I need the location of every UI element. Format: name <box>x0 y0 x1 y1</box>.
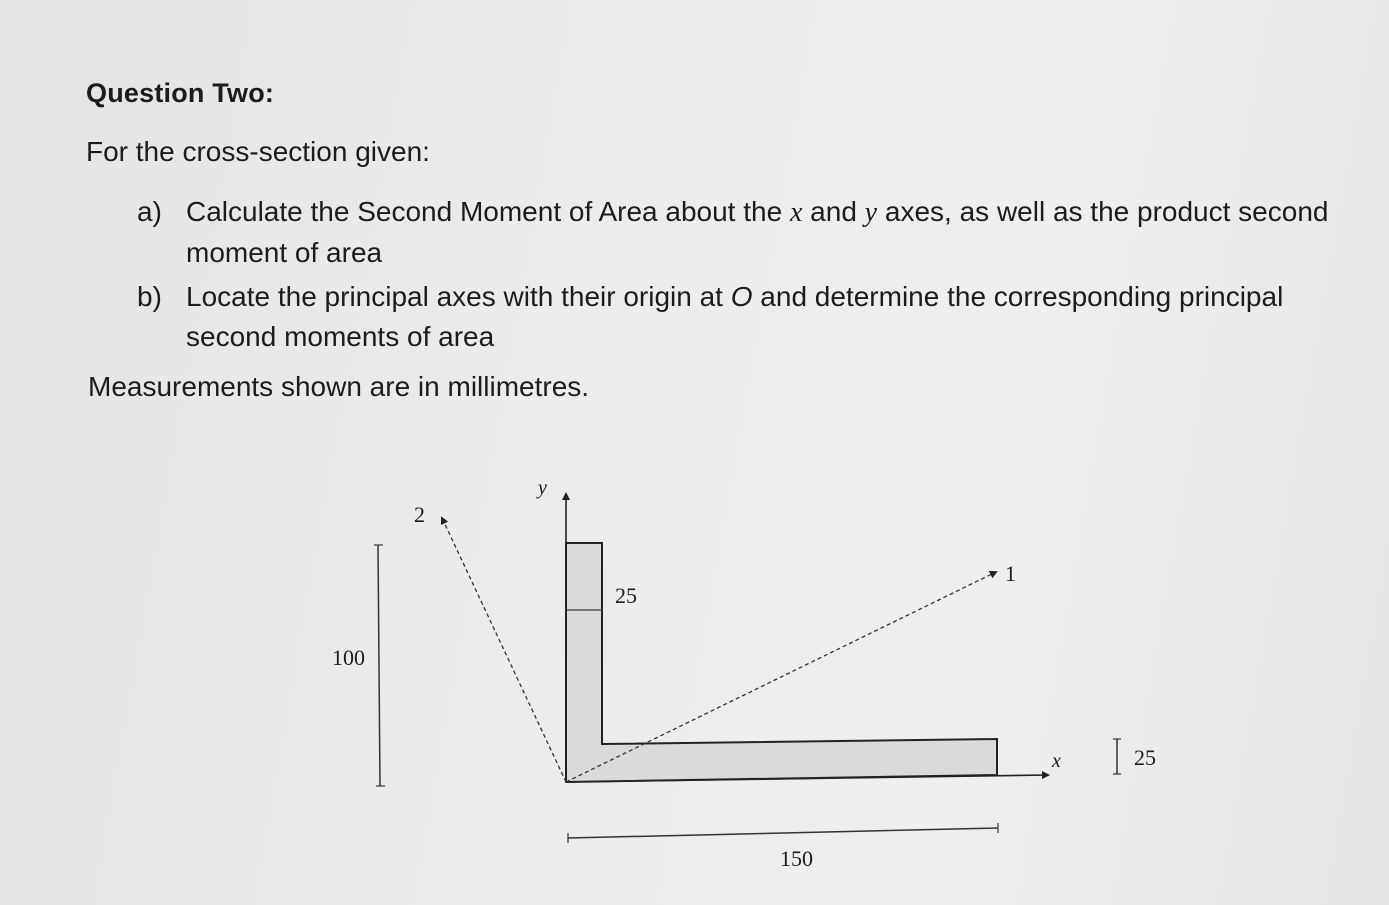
part-b-var-o: O <box>730 281 753 312</box>
height-dimension-line <box>378 545 380 786</box>
part-a-marker: a) <box>137 196 162 227</box>
web-thickness-label: 25 <box>615 583 637 608</box>
principal-axis-1-label: 1 <box>1005 561 1016 586</box>
part-b-text-2: and determine the corresponding principal second moments of area <box>186 281 1284 352</box>
y-axis-label: y <box>538 477 547 499</box>
part-b-text-1: Locate the principal axes with their origin at <box>186 281 731 312</box>
units-note: Measurements shown are in millimetres. <box>88 371 590 402</box>
question-title: Question Two: <box>86 78 275 108</box>
part-a-var-y: y <box>864 197 878 228</box>
part-a-var-x: x <box>789 197 803 228</box>
part-a-text-1: Calculate the Second Moment of Area about the <box>186 196 790 227</box>
width-dimension-label: 150 <box>780 846 813 871</box>
principal-axis-2 <box>442 518 566 782</box>
part-a-text-2: and <box>802 196 865 227</box>
l-section-shape <box>566 543 997 782</box>
height-dimension-label: 100 <box>332 645 365 670</box>
width-dimension-line <box>568 828 998 838</box>
part-a-text-3: axes, as well as the product second moment of area <box>186 196 1329 268</box>
x-axis-label: x <box>1052 750 1061 772</box>
principal-axis-2-label: 2 <box>414 502 425 527</box>
question-intro: For the cross-section given: <box>86 136 430 167</box>
flange-thickness-label: 25 <box>1134 745 1156 770</box>
part-b-marker: b) <box>137 281 162 312</box>
